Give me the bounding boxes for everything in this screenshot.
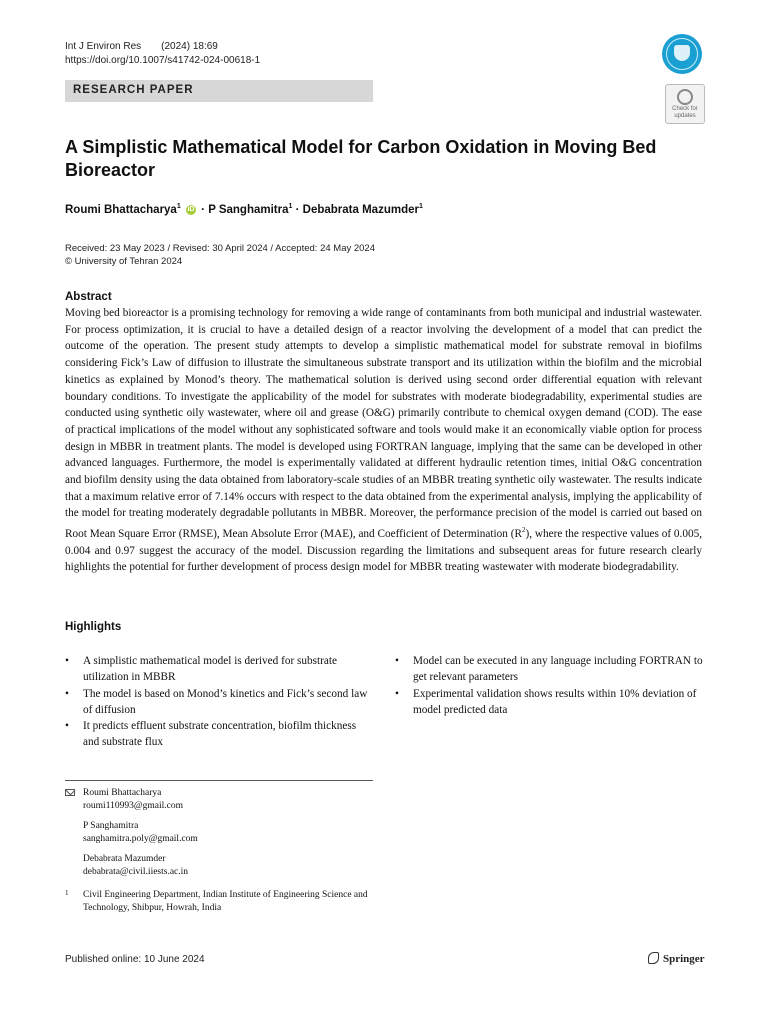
author-name[interactable]: Roumi Bhattacharya — [65, 203, 177, 216]
contact-email[interactable]: roumi110993@gmail.com — [83, 801, 183, 811]
paper-title: A Simplistic Mathematical Model for Carbon Oxidation in Moving Bed Bioreactor — [65, 137, 657, 180]
highlight-item: • A simplistic mathematical model is derived for substrate utilization in MBBR — [65, 653, 375, 686]
author-name[interactable]: Debabrata Mazumder — [302, 203, 419, 216]
abstract-superscript: 2 — [521, 526, 526, 535]
springer-horse-icon — [648, 952, 659, 964]
copyright-notice: © University of Tehran 2024 — [65, 256, 183, 267]
publisher-logo — [648, 952, 705, 965]
article-dates — [65, 242, 375, 268]
author-separator: · — [197, 203, 209, 216]
author-affiliation-marker: 1 — [176, 203, 181, 210]
affiliation-text: Civil Engineering Department, Indian Institute of Engineering Science and Technology, Shibpur, Howrah, India — [83, 890, 368, 913]
contact-entry — [65, 853, 375, 879]
abstract-body — [65, 305, 702, 576]
university-emblem-icon — [662, 34, 702, 74]
doi-link[interactable]: https://doi.org/10.1007/s41742-024-00618-1 — [65, 55, 261, 66]
journal-volume: (2024) 18:69 — [161, 41, 218, 52]
abstract-text-continued: ), where the respective values of 0.005, 0.004 and 0.97 suggest the accuracy of the model. Discussion regarding the limitations and subsequent areas for future research clearly highlights the potential for further development of process design model for MBBR treating wastewater with moderate biodegradability. — [65, 527, 703, 574]
article-type-bar — [65, 80, 373, 102]
check-updates-icon — [677, 89, 693, 105]
author-affiliation-marker: 1 — [418, 203, 423, 210]
check-for-updates-badge[interactable] — [665, 84, 705, 124]
orcid-icon[interactable]: iD — [187, 205, 195, 213]
author-list — [65, 203, 423, 216]
author-affiliation-marker: 1 — [288, 203, 293, 210]
highlights-heading: Highlights — [65, 621, 122, 633]
publisher-name: Springer — [663, 953, 705, 965]
envelope-icon — [65, 789, 75, 796]
highlights-list-right — [395, 653, 705, 718]
highlight-item: • It predicts effluent substrate concentration, biofilm thickness and substrate flux — [65, 718, 375, 751]
highlight-item: • The model is based on Monod’s kinetics and Fick’s second law of diffusion — [65, 686, 375, 719]
journal-header — [65, 40, 260, 68]
article-history: Received: 23 May 2023 / Revised: 30 April 2024 / Accepted: 24 May 2024 — [65, 243, 375, 254]
journal-name: Int J Environ Res — [65, 41, 142, 52]
highlights-list-left — [65, 653, 375, 751]
published-date: Published online: 10 June 2024 — [65, 954, 205, 965]
highlight-item: • Experimental validation shows results within 10% deviation of model predicted data — [395, 686, 705, 719]
contact-entry — [65, 787, 375, 813]
contact-email[interactable]: debabrata@civil.iiests.ac.in — [83, 867, 189, 877]
corresponding-contacts — [65, 787, 375, 886]
contact-name: Roumi Bhattacharya — [83, 788, 162, 798]
abstract-text: Moving bed bioreactor is a promising technology for removing a wide range of contaminants from both municipal and industrial wastewater. For process optimization, it is crucial to have a detailed design of a reactor involving the development of a model that can predict the outcome of the operation. The present study attempts to develop a simplistic mathematical model for substrate removal in biofilms considering Fick’s Law of diffusion to illustrate the simultaneous substrate transport and its utilization within the biofilm and the microbial kinetics as explained by Monod’s theory. The mathematical solution is derived using second order differential equation with relevant boundary conditions. To investigate the applicability of the model for substrates with moderate biodegradability, experimental studies are conducted using synthetic oily wastewater, where oil and grease (O&G) primarily contribute to chemical oxygen demand (COD). The ease of practical implications of the model without any sophisticated software and tools would make it an economically viable option for process design in MBBR in treatment plants. The model is developed using FORTRAN language, implying that the same can be developed in other advanced languages. Furthermore, the model is experimentally validated at different hydraulic retention times, initial O&G concentration and biofilm density using the data obtained from laboratory-scale studies of an MBBR treating synthetic oily wastewater. The results indicate that a maximum relative error of 7.14% occurs with respect to the data obtained from the experimental analysis, implying the applicability of the model for treating moderately degradable pollutants in MBBR. Moreover, the performance precision of the model is carried out based on Root Mean Square Error (RMSE), Mean Absolute Error (MAE), and Coefficient of Determination (R — [65, 307, 702, 540]
abstract-heading: Abstract — [65, 291, 112, 303]
contact-name: P Sanghamitra — [83, 821, 139, 831]
author-name[interactable]: P Sanghamitra — [208, 203, 289, 216]
contact-entry — [65, 820, 375, 846]
affiliation-number: 1 — [65, 889, 69, 897]
author-separator: · — [292, 203, 303, 216]
contact-name: Debabrata Mazumder — [83, 854, 166, 864]
check-updates-label: Check for updates — [672, 106, 698, 119]
article-type-label: RESEARCH PAPER — [73, 84, 194, 96]
highlight-item: • Model can be executed in any language including FORTRAN to get relevant parameters — [395, 653, 705, 686]
footnote-divider — [65, 780, 373, 781]
contact-email[interactable]: sanghamitra.poly@gmail.com — [83, 834, 198, 844]
affiliation — [65, 889, 375, 915]
